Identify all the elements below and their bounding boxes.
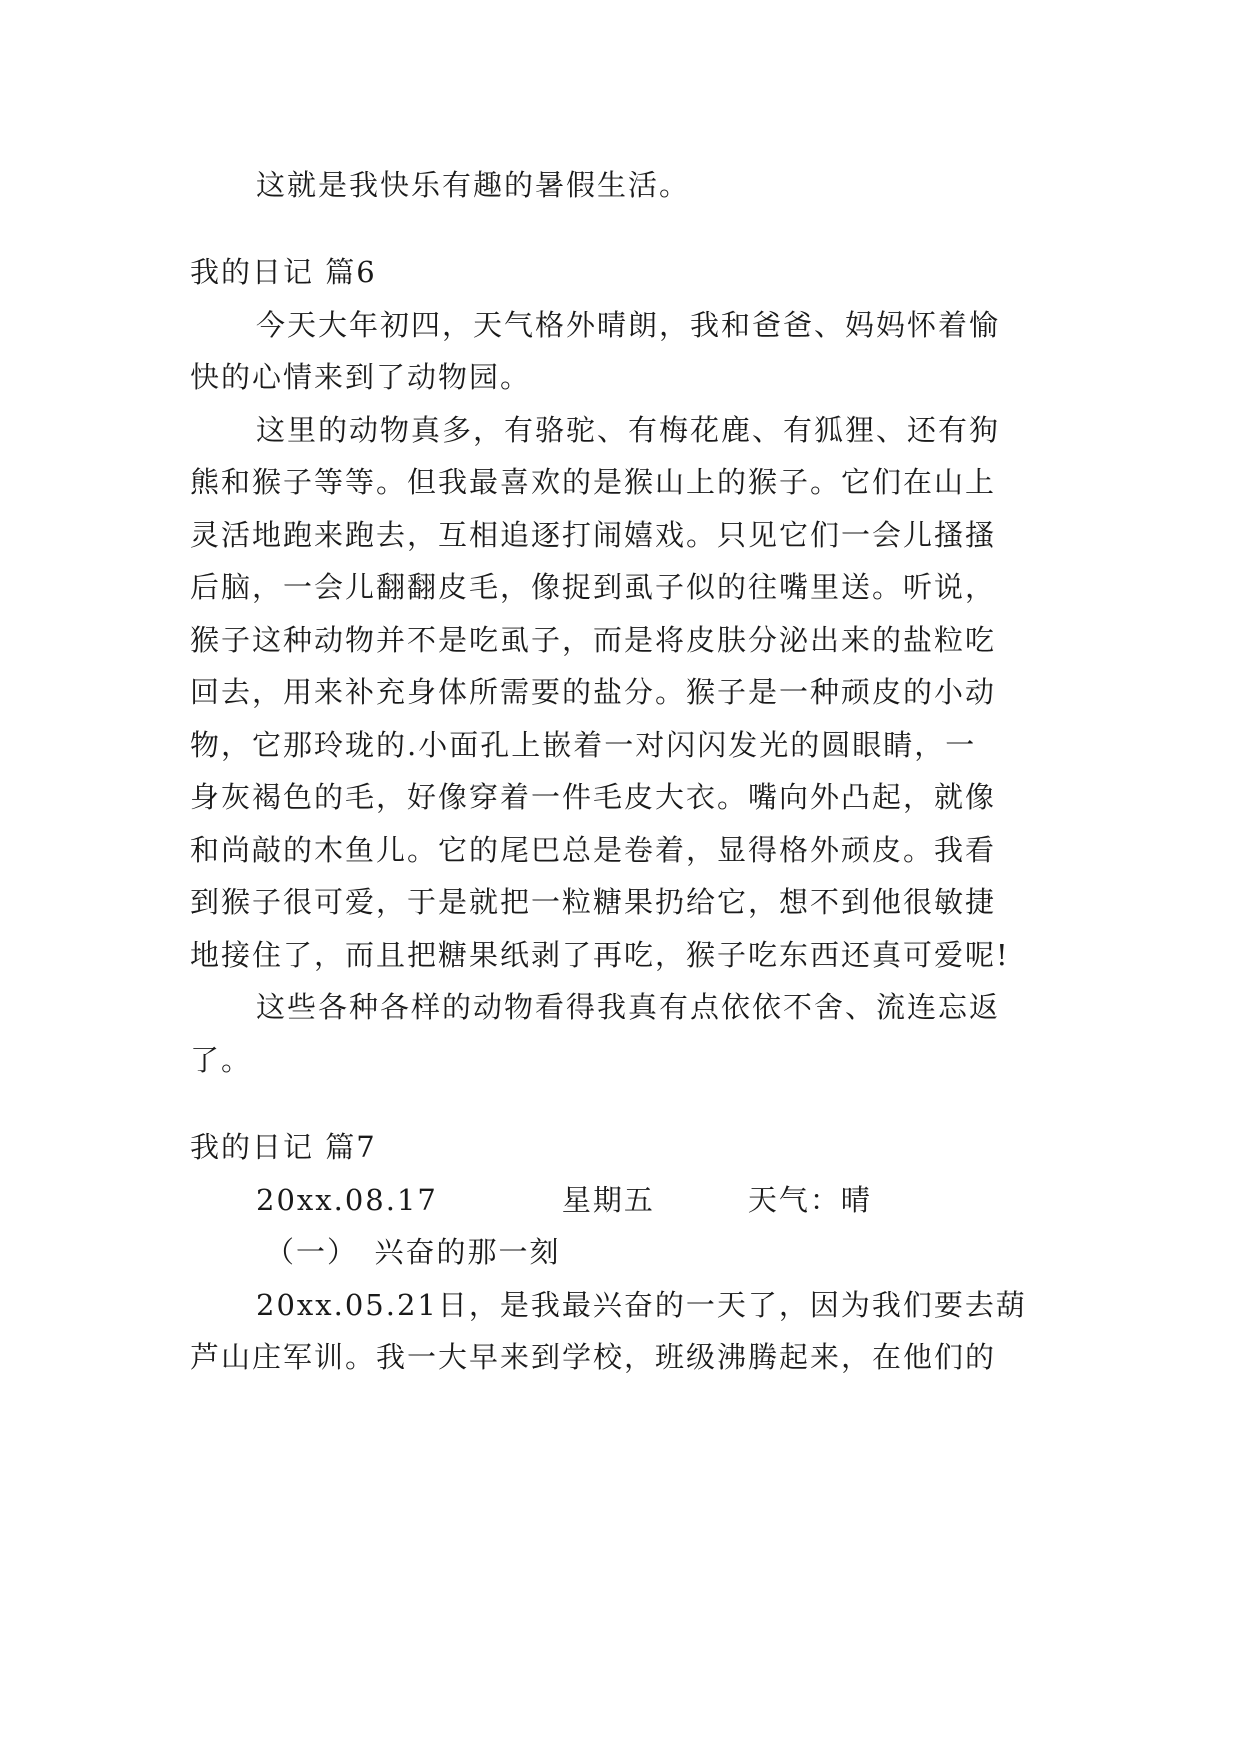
- paragraph-line: 到猴子很可爱，于是就把一粒糖果扔给它，想不到他很敏捷: [190, 885, 997, 919]
- paragraph-line: 20xx.05.21日，是我最兴奋的一天了，因为我们要去葫: [256, 1288, 1027, 1322]
- diary-date-line: 20xx.08.17 星期五 天气：晴: [256, 1183, 872, 1217]
- paragraph-line: 了。: [190, 1043, 253, 1077]
- paragraph-line: 回去，用来补充身体所需要的盐分。猴子是一种顽皮的小动: [190, 675, 997, 709]
- paragraph-line: 这就是我快乐有趣的暑假生活。: [256, 168, 691, 202]
- section-heading-7: 我的日记 篇7: [190, 1130, 377, 1164]
- paragraph-line: 和尚敲的木鱼儿。它的尾巴总是卷着，显得格外顽皮。我看: [190, 833, 997, 867]
- paragraph-line: 熊和猴子等等。但我最喜欢的是猴山上的猴子。它们在山上: [190, 465, 997, 499]
- paragraph-line: 这里的动物真多，有骆驼、有梅花鹿、有狐狸、还有狗: [256, 413, 1001, 447]
- paragraph-line: 后脑，一会儿翻翻皮毛，像捉到虱子似的往嘴里送。听说，: [190, 570, 997, 604]
- paragraph-line: 灵活地跑来跑去，互相追逐打闹嬉戏。只见它们一会儿搔搔: [190, 518, 997, 552]
- paragraph-line: 这些各种各样的动物看得我真有点依依不舍、流连忘返: [256, 990, 1001, 1024]
- subsection-heading: （一） 兴奋的那一刻: [265, 1235, 561, 1269]
- paragraph-line: 物，它那玲珑的.小面孔上嵌着一对闪闪发光的圆眼睛，一: [190, 728, 977, 762]
- paragraph-line: 芦山庄军训。我一大早来到学校，班级沸腾起来，在他们的: [190, 1340, 997, 1374]
- section-heading-6: 我的日记 篇6: [190, 255, 377, 289]
- paragraph-line: 身灰褐色的毛，好像穿着一件毛皮大衣。嘴向外凸起，就像: [190, 780, 997, 814]
- paragraph-line: 快的心情来到了动物园。: [190, 360, 532, 394]
- paragraph-line: 地接住了，而且把糖果纸剥了再吃，猴子吃东西还真可爱呢!: [190, 938, 1010, 972]
- paragraph-line: 猴子这种动物并不是吃虱子，而是将皮肤分泌出来的盐粒吃: [190, 623, 997, 657]
- paragraph-line: 今天大年初四，天气格外晴朗，我和爸爸、妈妈怀着愉: [256, 308, 1001, 342]
